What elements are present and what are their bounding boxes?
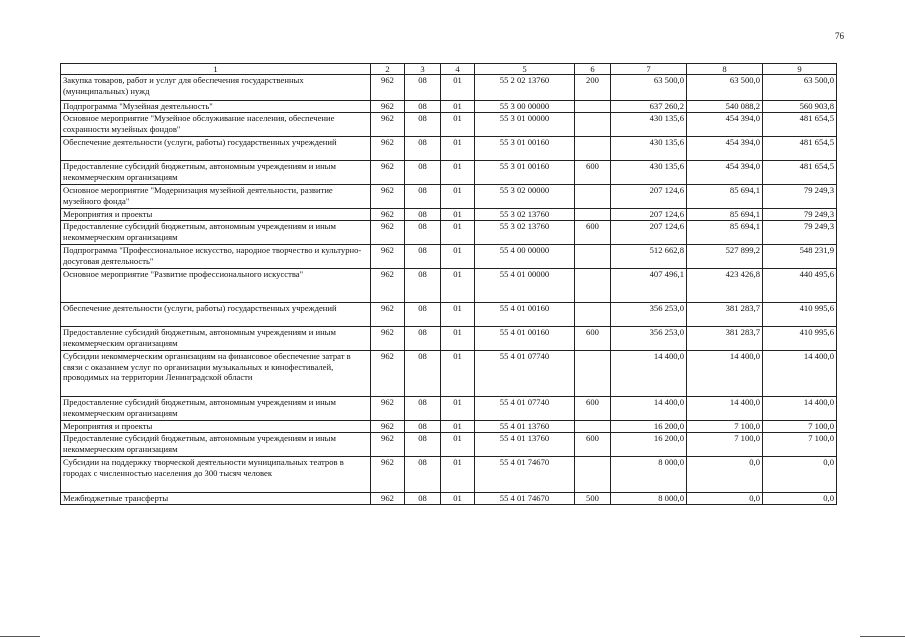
cell-target-code: 55 4 01 00000 (475, 269, 575, 303)
cell-code-3: 08 (405, 493, 441, 505)
table-row (61, 397, 837, 421)
cell-amount-9: 548 231,9 (763, 245, 837, 269)
cell-amount-9: 481 654,5 (763, 137, 837, 161)
item-name: Основное мероприятие "Музейное обслуживание населения, обеспечение сохранности музейных фондов" (61, 113, 371, 137)
item-name: Субсидии некоммерческим организациям на финансовое обеспечение затрат в связи с оказанием услуг по организации музыкальных и кинофестивалей, проводимых на территории Ленинградской области (61, 351, 371, 397)
cell-code-4: 01 (441, 245, 475, 269)
item-name: Субсидии на поддержку творческой деятельности муниципальных театров в городах с численностью населения до 300 тысяч человек (61, 457, 371, 493)
cell-code-4: 01 (441, 351, 475, 397)
cell-target-code: 55 4 01 07740 (475, 397, 575, 421)
cell-code-3: 08 (405, 245, 441, 269)
cell-amount-9: 410 995,6 (763, 327, 837, 351)
cell-code-3: 08 (405, 421, 441, 433)
table-row (61, 327, 837, 351)
column-header: 2 (371, 64, 405, 75)
cell-target-code: 55 3 02 00000 (475, 185, 575, 209)
cell-code-2: 962 (371, 113, 405, 137)
cell-amount-8: 381 283,7 (687, 327, 763, 351)
column-header: 1 (61, 64, 371, 75)
cell-code-4: 01 (441, 209, 475, 221)
cell-expense-type (575, 303, 611, 327)
cell-expense-type (575, 245, 611, 269)
cell-amount-8: 85 694,1 (687, 209, 763, 221)
cell-amount-8: 0,0 (687, 493, 763, 505)
cell-amount-7: 407 496,1 (611, 269, 687, 303)
cell-target-code: 55 3 01 00160 (475, 161, 575, 185)
cell-amount-7: 430 135,6 (611, 137, 687, 161)
table-row (61, 421, 837, 433)
cell-code-2: 962 (371, 101, 405, 113)
cell-target-code: 55 4 01 00160 (475, 303, 575, 327)
cell-target-code: 55 4 01 07740 (475, 351, 575, 397)
cell-target-code: 55 2 02 13760 (475, 75, 575, 101)
cell-target-code: 55 4 01 74670 (475, 457, 575, 493)
column-header: 6 (575, 64, 611, 75)
cell-amount-7: 637 260,2 (611, 101, 687, 113)
cell-expense-type: 600 (575, 161, 611, 185)
cell-expense-type (575, 421, 611, 433)
cell-expense-type (575, 209, 611, 221)
item-name: Предоставление субсидий бюджетным, автономным учреждениям и иным некоммерческим организациям (61, 397, 371, 421)
cell-amount-7: 14 400,0 (611, 397, 687, 421)
cell-code-2: 962 (371, 269, 405, 303)
cell-amount-9: 481 654,5 (763, 113, 837, 137)
cell-amount-8: 63 500,0 (687, 75, 763, 101)
cell-code-3: 08 (405, 397, 441, 421)
cell-code-4: 01 (441, 161, 475, 185)
cell-code-4: 01 (441, 397, 475, 421)
cell-code-3: 08 (405, 303, 441, 327)
cell-amount-7: 207 124,6 (611, 185, 687, 209)
cell-code-4: 01 (441, 493, 475, 505)
cell-expense-type: 200 (575, 75, 611, 101)
cell-target-code: 55 4 01 74670 (475, 493, 575, 505)
cell-code-4: 01 (441, 137, 475, 161)
column-header: 5 (475, 64, 575, 75)
table-row (61, 245, 837, 269)
cell-code-4: 01 (441, 269, 475, 303)
cell-amount-9: 14 400,0 (763, 351, 837, 397)
column-header: 8 (687, 64, 763, 75)
cell-expense-type (575, 113, 611, 137)
table-row (61, 269, 837, 303)
cell-amount-9: 79 249,3 (763, 221, 837, 245)
item-name: Предоставление субсидий бюджетным, автономным учреждениям и иным некоммерческим организациям (61, 221, 371, 245)
cell-target-code: 55 4 01 13760 (475, 421, 575, 433)
cell-amount-8: 14 400,0 (687, 397, 763, 421)
cell-amount-9: 7 100,0 (763, 433, 837, 457)
cell-amount-8: 7 100,0 (687, 433, 763, 457)
cell-code-2: 962 (371, 221, 405, 245)
cell-expense-type (575, 185, 611, 209)
cell-expense-type (575, 351, 611, 397)
cell-amount-7: 356 253,0 (611, 327, 687, 351)
item-name: Мероприятия и проекты (61, 421, 371, 433)
table-body (61, 75, 837, 505)
column-header: 9 (763, 64, 837, 75)
cell-amount-7: 14 400,0 (611, 351, 687, 397)
cell-target-code: 55 4 00 00000 (475, 245, 575, 269)
table-row (61, 303, 837, 327)
cell-code-2: 962 (371, 245, 405, 269)
item-name: Обеспечение деятельности (услуги, работы) государственных учреждений (61, 137, 371, 161)
cell-expense-type (575, 137, 611, 161)
cell-code-2: 962 (371, 75, 405, 101)
cell-code-2: 962 (371, 433, 405, 457)
cell-code-3: 08 (405, 351, 441, 397)
table-row (61, 137, 837, 161)
cell-amount-9: 440 495,6 (763, 269, 837, 303)
cell-amount-9: 7 100,0 (763, 421, 837, 433)
item-name: Основное мероприятие "Модернизация музейной деятельности, развитие музейного фонда" (61, 185, 371, 209)
cell-amount-8: 14 400,0 (687, 351, 763, 397)
column-header: 4 (441, 64, 475, 75)
cell-amount-7: 207 124,6 (611, 209, 687, 221)
cell-amount-7: 63 500,0 (611, 75, 687, 101)
table-row (61, 209, 837, 221)
item-name: Закупка товаров, работ и услуг для обеспечения государственных (муниципальных) нужд (61, 75, 371, 101)
cell-amount-8: 0,0 (687, 457, 763, 493)
cell-amount-9: 79 249,3 (763, 209, 837, 221)
cell-amount-8: 454 394,0 (687, 113, 763, 137)
cell-amount-8: 423 426,8 (687, 269, 763, 303)
cell-amount-8: 454 394,0 (687, 161, 763, 185)
table-row (61, 433, 837, 457)
cell-amount-7: 430 135,6 (611, 113, 687, 137)
cell-amount-8: 454 394,0 (687, 137, 763, 161)
column-header: 3 (405, 64, 441, 75)
cell-target-code: 55 3 01 00160 (475, 137, 575, 161)
cell-code-4: 01 (441, 327, 475, 351)
item-name: Обеспечение деятельности (услуги, работы) государственных учреждений (61, 303, 371, 327)
cell-amount-7: 8 000,0 (611, 493, 687, 505)
cell-amount-9: 63 500,0 (763, 75, 837, 101)
cell-code-3: 08 (405, 161, 441, 185)
table-row (61, 161, 837, 185)
cell-code-3: 08 (405, 433, 441, 457)
cell-target-code: 55 3 01 00000 (475, 113, 575, 137)
cell-code-2: 962 (371, 185, 405, 209)
cell-target-code: 55 4 01 13760 (475, 433, 575, 457)
cell-expense-type: 600 (575, 221, 611, 245)
cell-amount-7: 207 124,6 (611, 221, 687, 245)
cell-code-3: 08 (405, 137, 441, 161)
cell-expense-type (575, 269, 611, 303)
cell-amount-8: 540 088,2 (687, 101, 763, 113)
cell-code-4: 01 (441, 221, 475, 245)
table-row (61, 457, 837, 493)
cell-code-2: 962 (371, 327, 405, 351)
header-row (61, 64, 837, 75)
cell-expense-type: 600 (575, 397, 611, 421)
cell-expense-type (575, 457, 611, 493)
cell-code-2: 962 (371, 421, 405, 433)
cell-target-code: 55 3 02 13760 (475, 221, 575, 245)
cell-amount-8: 7 100,0 (687, 421, 763, 433)
cell-amount-8: 381 283,7 (687, 303, 763, 327)
cell-amount-7: 430 135,6 (611, 161, 687, 185)
cell-expense-type: 600 (575, 327, 611, 351)
cell-amount-9: 560 903,8 (763, 101, 837, 113)
cell-target-code: 55 4 01 00160 (475, 327, 575, 351)
table-row (61, 221, 837, 245)
cell-code-2: 962 (371, 161, 405, 185)
item-name: Подпрограмма "Музейная деятельность" (61, 101, 371, 113)
cell-code-3: 08 (405, 75, 441, 101)
cell-amount-9: 0,0 (763, 493, 837, 505)
column-header: 7 (611, 64, 687, 75)
cell-code-2: 962 (371, 137, 405, 161)
cell-amount-7: 8 000,0 (611, 457, 687, 493)
cell-target-code: 55 3 02 13760 (475, 209, 575, 221)
cell-code-4: 01 (441, 113, 475, 137)
item-name: Предоставление субсидий бюджетным, автономным учреждениям и иным некоммерческим организациям (61, 433, 371, 457)
table-row (61, 101, 837, 113)
cell-amount-8: 527 899,2 (687, 245, 763, 269)
cell-code-3: 08 (405, 327, 441, 351)
cell-code-2: 962 (371, 209, 405, 221)
cell-amount-8: 85 694,1 (687, 221, 763, 245)
cell-amount-7: 16 200,0 (611, 433, 687, 457)
item-name: Предоставление субсидий бюджетным, автономным учреждениям и иным некоммерческим организациям (61, 161, 371, 185)
cell-code-3: 08 (405, 457, 441, 493)
cell-amount-9: 79 249,3 (763, 185, 837, 209)
table-row (61, 75, 837, 101)
cell-amount-9: 0,0 (763, 457, 837, 493)
cell-code-4: 01 (441, 75, 475, 101)
item-name: Мероприятия и проекты (61, 209, 371, 221)
cell-amount-9: 410 995,6 (763, 303, 837, 327)
cell-code-4: 01 (441, 421, 475, 433)
item-name: Подпрограмма "Профессиональное искусство, народное творчество и культурно-досуговая деятельность" (61, 245, 371, 269)
cell-code-2: 962 (371, 303, 405, 327)
cell-code-3: 08 (405, 113, 441, 137)
cell-amount-7: 16 200,0 (611, 421, 687, 433)
table-row (61, 351, 837, 397)
cell-amount-7: 512 662,8 (611, 245, 687, 269)
cell-amount-7: 356 253,0 (611, 303, 687, 327)
page-number: 76 (835, 31, 844, 41)
cell-code-2: 962 (371, 397, 405, 421)
cell-code-4: 01 (441, 185, 475, 209)
cell-code-4: 01 (441, 433, 475, 457)
cell-code-2: 962 (371, 457, 405, 493)
cell-amount-9: 481 654,5 (763, 161, 837, 185)
cell-expense-type (575, 101, 611, 113)
cell-code-4: 01 (441, 101, 475, 113)
cell-code-3: 08 (405, 269, 441, 303)
cell-amount-9: 14 400,0 (763, 397, 837, 421)
cell-code-3: 08 (405, 209, 441, 221)
table-row (61, 493, 837, 505)
cell-expense-type: 500 (575, 493, 611, 505)
cell-amount-8: 85 694,1 (687, 185, 763, 209)
table-row (61, 185, 837, 209)
cell-target-code: 55 3 00 00000 (475, 101, 575, 113)
budget-table (60, 63, 837, 505)
cell-code-4: 01 (441, 457, 475, 493)
cell-code-3: 08 (405, 101, 441, 113)
cell-code-3: 08 (405, 221, 441, 245)
cell-code-2: 962 (371, 493, 405, 505)
cell-code-3: 08 (405, 185, 441, 209)
item-name: Межбюджетные трансферты (61, 493, 371, 505)
table-row (61, 113, 837, 137)
cell-expense-type: 600 (575, 433, 611, 457)
cell-code-4: 01 (441, 303, 475, 327)
scan-edge (0, 630, 905, 640)
item-name: Предоставление субсидий бюджетным, автономным учреждениям и иным некоммерческим организациям (61, 327, 371, 351)
cell-code-2: 962 (371, 351, 405, 397)
item-name: Основное мероприятие "Развитие профессионального искусства" (61, 269, 371, 303)
